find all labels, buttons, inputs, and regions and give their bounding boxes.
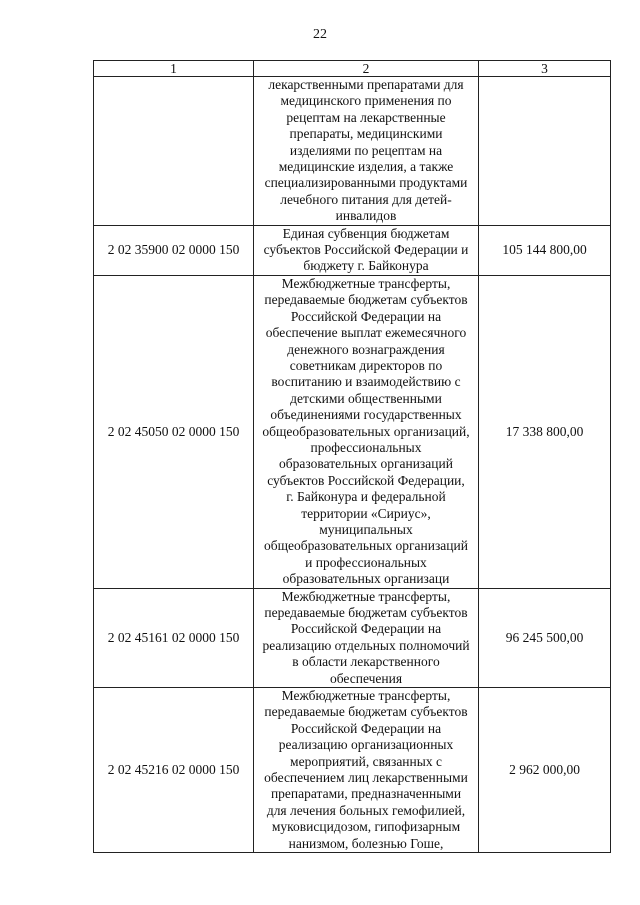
description-line: реализацию организационных: [278, 737, 454, 753]
description-line: общеобразовательных организаций: [264, 538, 468, 554]
description-cell: [254, 688, 479, 853]
description-line: лекарственными препаратами для: [268, 77, 464, 92]
budget-code-cell: 2 02 35900 02 0000 150: [94, 225, 254, 275]
description-line: советникам директоров по: [289, 357, 443, 373]
description-line: образовательных организаций: [279, 456, 453, 472]
description-line: обеспечением лиц лекарственными: [264, 770, 468, 786]
description-line: передаваемые бюджетам субъектов: [264, 704, 468, 720]
description-line: субъектов Российской Федерации и: [263, 242, 469, 258]
description-line: муниципальных: [319, 521, 413, 537]
description-line: профессиональных: [310, 439, 422, 455]
description-line: образовательных организаци: [282, 571, 450, 587]
description-cell: [254, 275, 479, 588]
description-line: рецептам на лекарственные: [286, 109, 446, 125]
description-line: субъектов Российской Федерации,: [267, 472, 465, 488]
budget-code-cell: 2 02 45050 02 0000 150: [94, 275, 254, 588]
description-line: для лечения больных гемофилией,: [266, 802, 466, 818]
description-line: специализированными продуктами: [264, 175, 468, 191]
description-line: муковисцидозом, гипофизарным: [271, 819, 461, 835]
amount-cell: 96 245 500,00: [479, 588, 611, 687]
description-line: препаратами, предназначенными: [270, 786, 462, 802]
description-line: медицинские изделия, а также: [278, 159, 454, 175]
description-line: Межбюджетные трансферты,: [281, 275, 451, 291]
table-body: [94, 77, 611, 853]
description-line: г. Байконура и федеральной: [286, 489, 446, 505]
description-line: изделиями по рецептам на: [289, 142, 443, 158]
budget-code-cell: [94, 77, 254, 226]
description-line: Межбюджетные трансферты,: [281, 688, 451, 704]
table-row: [94, 275, 611, 588]
description-line: Межбюджетные трансферты,: [281, 588, 451, 604]
description-line: Российской Федерации на: [290, 621, 442, 637]
table-row: [94, 77, 611, 226]
description-line: обеспечение выплат ежемесячного: [265, 325, 467, 341]
description-line: бюджету г. Байконура: [303, 258, 429, 274]
description-line: нанизмом, болезнью Гоше,: [288, 835, 444, 851]
amount-cell: 2 962 000,00: [479, 688, 611, 853]
amount-cell: 105 144 800,00: [479, 225, 611, 275]
description-line: общеобразовательных организаций,: [262, 423, 470, 439]
description-cell: [254, 77, 479, 226]
description-line: Российской Федерации на: [290, 308, 442, 324]
description-line: объединениями государственных: [270, 407, 462, 423]
description-line: медицинского применения по: [280, 93, 452, 109]
column-header-3: 3: [479, 61, 611, 77]
description-line: лечебного питания для детей-: [280, 191, 452, 207]
budget-code-cell: 2 02 45216 02 0000 150: [94, 688, 254, 853]
budget-code-cell: 2 02 45161 02 0000 150: [94, 588, 254, 687]
description-cell: [254, 225, 479, 275]
column-header-2: 2: [254, 61, 479, 77]
amount-cell: [479, 77, 611, 226]
table-row: [94, 588, 611, 687]
description-line: передаваемые бюджетам субъектов: [264, 292, 468, 308]
table-header-row: [94, 61, 611, 77]
description-cell: [254, 588, 479, 687]
description-line: детскими общественными: [290, 390, 442, 406]
description-line: мероприятий, связанных с: [290, 753, 442, 769]
column-header-1: 1: [94, 61, 254, 77]
description-line: реализацию отдельных полномочий: [262, 637, 470, 653]
amount-cell: 17 338 800,00: [479, 275, 611, 588]
description-line: Российской Федерации на: [290, 720, 442, 736]
description-line: обеспечения: [329, 670, 403, 686]
page-number: 22: [313, 27, 327, 42]
description-line: воспитанию и взаимодействию с: [271, 374, 461, 390]
description-line: инвалидов: [335, 208, 397, 224]
table-row: [94, 688, 611, 853]
description-line: передаваемые бюджетам субъектов: [264, 605, 468, 620]
description-line: и профессиональных: [305, 554, 427, 570]
description-line: территории «Сириус»,: [301, 505, 431, 521]
description-line: денежного вознаграждения: [287, 341, 445, 357]
description-line: препараты, медицинскими: [289, 126, 443, 142]
table-row: [94, 225, 611, 275]
description-line: в области лекарственного: [292, 654, 440, 670]
description-line: Единая субвенция бюджетам: [282, 225, 450, 241]
budget-table: [93, 60, 611, 853]
